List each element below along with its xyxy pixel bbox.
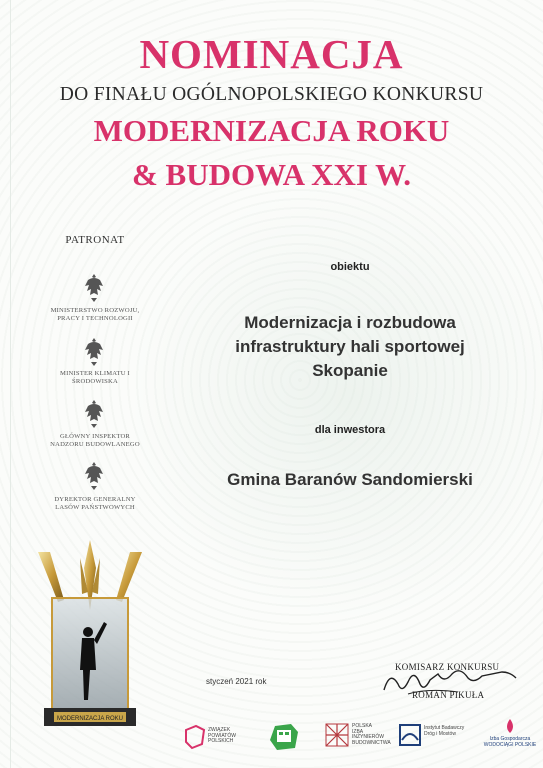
patron-label: MINISTERSTWO ROZWOJU, PRACY I TECHNOLOGII (50, 307, 140, 322)
project-name (190, 311, 510, 383)
grid-emblem-icon (324, 722, 350, 748)
certificate-title: NOMINACJA (139, 31, 404, 77)
commissioner-title: KOMISARZ KONKURSU (395, 662, 500, 672)
commissioner-name: ROMAN PIKUŁA (412, 690, 485, 700)
partner-logo-ibdim (397, 718, 467, 756)
eagle-emblem-icon (82, 460, 106, 492)
trophy-plate-text: MODERNIZACJA ROKU (56, 716, 124, 722)
object-label: obiektu (330, 261, 370, 273)
project-name-line: infrastruktury hali sportowej (235, 337, 465, 356)
water-drop-icon (502, 718, 518, 734)
issue-date: styczeń 2021 rok (206, 677, 267, 686)
partner-name: POLSKA IZBA INŻYNIERÓW BUDOWNICTWA (352, 723, 391, 746)
patron-label: MINISTER KLIMATU I ŚRODOWISKA (60, 370, 130, 385)
eagle-emblem-icon (82, 272, 106, 304)
trophy-image (30, 540, 150, 730)
investor-label: dla inwestora (314, 424, 386, 436)
partner-name: Izba Gospodarcza WODOCIĄGI POLSKIE (483, 736, 537, 748)
bridge-icon (399, 724, 421, 746)
green-building-icon (267, 722, 301, 752)
eagle-emblem-icon (82, 398, 106, 430)
partner-logo-zpp (180, 718, 250, 756)
partner-name: ZWIĄZEK POWIATÓW POLSKICH (208, 727, 236, 744)
patronat-heading: PATRONAT (65, 234, 125, 246)
partner-name: Instytut Badawczy Dróg i Mostów (424, 725, 465, 737)
poland-map-icon (184, 724, 206, 750)
investor-name: Gmina Baranów Sandomierski (227, 470, 473, 489)
contest-name-line2: & BUDOWA XXI W. (131, 157, 412, 192)
patron-label: GŁÓWNY INSPEKTOR NADZORU BUDOWLANEGO (50, 433, 140, 448)
project-name-line: Skopanie (312, 361, 388, 380)
certificate-subtitle: DO FINAŁU OGÓLNOPOLSKIEGO KONKURSU (59, 84, 484, 105)
partner-logo-igwp (482, 718, 538, 756)
contest-name-line1: MODERNIZACJA ROKU (93, 113, 450, 148)
eagle-emblem-icon (82, 336, 106, 368)
partner-logo-piib (322, 718, 391, 756)
project-name-line: Modernizacja i rozbudowa (244, 313, 456, 332)
partner-logo-green (265, 718, 305, 756)
patron-label: DYREKTOR GENERALNY LASÓW PAŃSTWOWYCH (54, 496, 136, 511)
